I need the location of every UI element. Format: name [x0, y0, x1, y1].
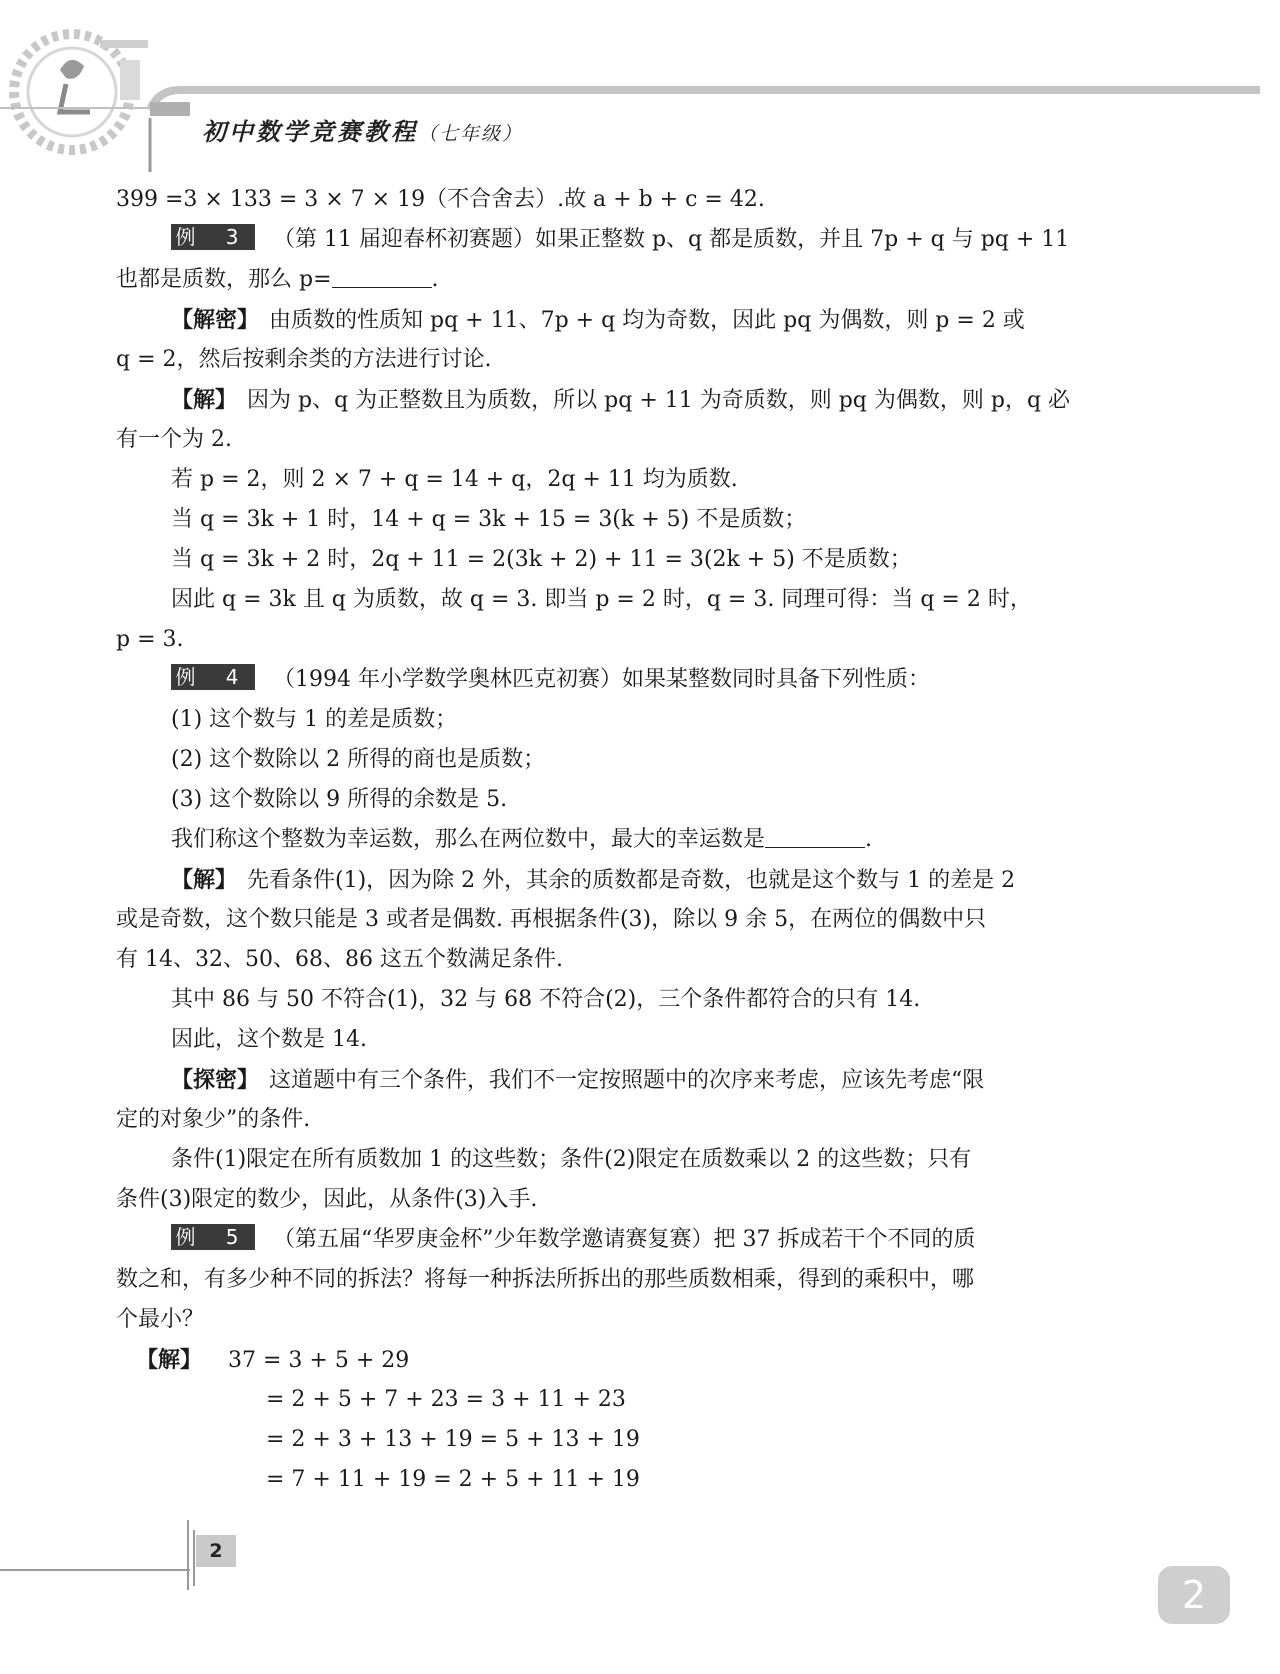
text-line: 当 q = 3k + 2 时，2q + 11 = 2(3k + 2) + 11 = 3(2k + 5) 不是质数； [171, 547, 912, 572]
equation: = 2 + 3 + 13 + 19 = 5 + 13 + 19 [266, 1427, 640, 1452]
text-line: 个最小？ [116, 1307, 205, 1332]
example-3-line [116, 220, 1156, 260]
example-3-text: （第 11 届迎春杯初赛题）如果正整数 p、q 都是质数，并且 7p + q 与 pq + 11 [273, 227, 1070, 252]
text-line: 定的对象少”的条件. [116, 1107, 311, 1132]
answer-blank [332, 263, 432, 288]
answer-blank [765, 823, 865, 848]
text-line: 若 p = 2，则 2 × 7 + q = 14 + q，2q + 11 均为质数. [171, 467, 738, 492]
text-line: 其中 86 与 50 不符合(1)，32 与 68 不符合(2)，三个条件都符合的只有 14. [171, 987, 921, 1012]
header-decoration [0, 0, 1280, 175]
footer-decoration [0, 1500, 300, 1590]
text-line [116, 820, 1156, 860]
equation: = 2 + 5 + 7 + 23 = 3 + 11 + 23 [266, 1387, 626, 1412]
page-number: 2 [196, 1535, 236, 1567]
jiemi-text: 由质数的性质知 pq + 11、7p + q 均为奇数，因此 pq 为偶数，则 p = 2 或 [269, 308, 1025, 333]
example-5-tag: 例 5 [171, 1224, 255, 1250]
condition-item: (2) 这个数除以 2 所得的商也是质数； [171, 747, 546, 772]
text-line: p = 3. [116, 627, 184, 652]
example-4-line [116, 660, 1156, 700]
text-line: 或是奇数，这个数只能是 3 或者是偶数. 再根据条件(3)，除以 9 余 5，在两位的偶数中只 [116, 907, 987, 932]
text-line: 有一个为 2. [116, 427, 232, 452]
example-4-tag: 例 4 [171, 664, 255, 690]
page-indicator-badge: 2 [1158, 1566, 1230, 1624]
page-header [0, 0, 1280, 175]
equation: = 7 + 11 + 19 = 2 + 5 + 11 + 19 [266, 1467, 640, 1492]
solution-line [116, 860, 1156, 900]
example-4-question: 我们称这个整数为幸运数，那么在两位数中，最大的幸运数是 [171, 827, 766, 852]
solution-tag: 【解】 [171, 387, 238, 413]
text-line: 因此，这个数是 14. [171, 1027, 367, 1052]
example-5-line [116, 1220, 1156, 1260]
solution-tag: 【解】 [136, 1347, 203, 1373]
period: . [865, 827, 873, 852]
condition-item: (1) 这个数与 1 的差是质数； [171, 707, 458, 732]
equation: 37 = 3 + 5 + 29 [228, 1348, 410, 1373]
text-line: 条件(1)限定在所有质数加 1 的这些数；条件(2)限定在质数乘以 2 的这些数；只有 [171, 1147, 972, 1172]
example-3-text: 也都是质数，那么 p= [116, 267, 332, 292]
text-line: 当 q = 3k + 1 时，14 + q = 3k + 15 = 3(k + 5) 不是质数； [171, 507, 807, 532]
example-3-tag: 例 3 [171, 224, 255, 250]
example-5-text: （第五届“华罗庚金杯”少年数学邀请赛复赛）把 37 拆成若干个不同的质 [273, 1227, 976, 1252]
tanmi-line [116, 1060, 1156, 1100]
jiemi-line [116, 300, 1156, 340]
book-title-grade: （七年级） [418, 123, 524, 145]
text-line: 因此 q = 3k 且 q 为质数，故 q = 3. 即当 p = 2 时，q = 3. 同理可得：当 q = 2 时， [171, 587, 1032, 612]
tanmi-text: 这道题中有三个条件，我们不一定按照题中的次序来考虑，应该先考虑“限 [269, 1068, 985, 1093]
tanmi-tag: 【探密】 [171, 1067, 260, 1093]
text-line [116, 260, 1156, 300]
book-title [202, 112, 523, 147]
text-line: 数之和，有多少种不同的拆法？将每一种拆法所拆出的那些质数相乘，得到的乘积中，哪 [116, 1267, 975, 1292]
solution-line [116, 380, 1156, 420]
solution-text: 因为 p、q 为正整数且为质数，所以 pq + 11 为奇质数，则 pq 为偶数，则 p，q 必 [247, 388, 1071, 413]
example-4-text: （1994 年小学数学奥林匹克初赛）如果某整数同时具备下列性质： [273, 667, 930, 692]
jiemi-tag: 【解密】 [171, 307, 260, 333]
solution-text: 先看条件(1)，因为除 2 外，其余的质数都是奇数，也就是这个数与 1 的差是 2 [247, 868, 1016, 893]
page-footer [0, 1500, 300, 1590]
text-line: q = 2，然后按剩余类的方法进行讨论. [116, 347, 492, 372]
solution-line [116, 1340, 1156, 1380]
solution-tag: 【解】 [171, 867, 238, 893]
book-title-main: 初中数学竞赛教程 [202, 118, 418, 146]
text-line: 有 14、32、50、68、86 这五个数满足条件. [116, 947, 563, 972]
text-line: 399 =3 × 133 = 3 × 7 × 19（不合舍去）.故 a + b + c = 42. [116, 187, 765, 212]
condition-item: (3) 这个数除以 9 所得的余数是 5. [171, 787, 508, 812]
period: . [431, 267, 439, 292]
text-line: 条件(3)限定的数少，因此，从条件(3)入手. [116, 1187, 538, 1212]
page-content [116, 180, 1156, 1500]
